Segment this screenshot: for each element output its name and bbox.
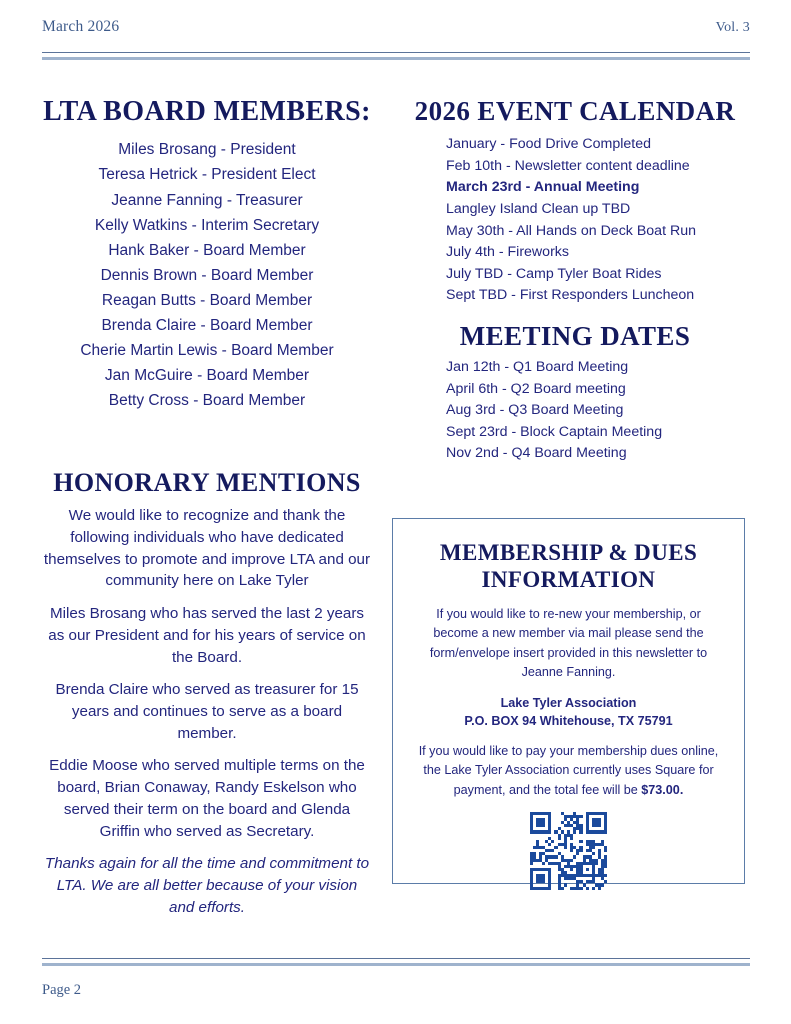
board-member-item: Betty Cross - Board Member: [108, 392, 306, 410]
event-calendar-item: January - Food Drive Completed: [446, 136, 652, 153]
board-member-item: Reagan Butts - Board Member: [101, 292, 313, 310]
event-calendar-heading: 2026 EVENT CALENDAR: [414, 96, 736, 126]
qr-code-icon[interactable]: [530, 812, 608, 890]
board-member-item: Jan McGuire - Board Member: [104, 367, 310, 385]
board-member-item: Kelly Watkins - Interim Secretary: [94, 216, 320, 234]
honorary-paragraph: Brenda Claire who served as treasurer for 15 years and continues to serve as a board member.: [55, 681, 359, 742]
page-number: Page 2: [42, 982, 82, 998]
event-calendar-item: May 30th - All Hands on Deck Boat Run: [446, 222, 696, 239]
meeting-dates-list: [400, 357, 750, 465]
meeting-date-item: April 6th - Q2 Board meeting: [446, 380, 626, 397]
membership-dues-heading: [415, 539, 722, 593]
honorary-mentions-section: [42, 468, 372, 930]
event-calendar-item: Sept TBD - First Responders Luncheon: [446, 287, 695, 304]
event-calendar-item: July TBD - Camp Tyler Boat Rides: [446, 265, 662, 282]
online-payment-copy: If you would like to pay your membership dues online, the Lake Tyler Association currently uses Square for payment, and the total fee will be: [418, 744, 719, 797]
board-members-list: [42, 137, 372, 413]
meeting-date-item: Jan 12th - Q1 Board Meeting: [446, 359, 629, 376]
organization-po-box: P.O. BOX 94 Whitehouse, TX 75791: [464, 714, 673, 729]
qr-code-container: [415, 812, 722, 890]
membership-intro-text: If you would like to re-new your membership, or become a new member via mail please send the form/envelope insert provided in this newsletter to Jeanne Fanning.: [429, 607, 708, 679]
honorary-mentions-heading: HONORARY MENTIONS: [53, 468, 361, 497]
organization-address: [415, 694, 722, 731]
board-member-item: Brenda Claire - Board Member: [101, 317, 313, 335]
board-members-heading: LTA BOARD MEMBERS:: [43, 96, 371, 127]
board-member-item: Hank Baker - Board Member: [108, 241, 306, 259]
board-members-section: [42, 96, 372, 414]
issue-date: March 2026: [42, 18, 120, 35]
honorary-paragraph: Thanks again for all the time and commitment to LTA. We are all better because of your vision and efforts.: [44, 855, 370, 916]
event-calendar-item: July 4th - Fireworks: [446, 244, 569, 261]
event-calendar-list: [400, 134, 750, 307]
meeting-dates-heading: MEETING DATES: [459, 320, 691, 351]
header-divider: [42, 52, 750, 60]
board-member-item: Teresa Hetrick - President Elect: [98, 166, 316, 184]
event-calendar-item: Feb 10th - Newsletter content deadline: [446, 157, 690, 174]
board-member-item: Jeanne Fanning - Treasurer: [111, 191, 303, 209]
dues-amount: $73.00.: [641, 782, 684, 797]
board-member-item: Cherie Martin Lewis - Board Member: [80, 342, 334, 360]
membership-dues-heading-line2: INFORMATION: [481, 567, 656, 593]
right-column: [400, 96, 750, 465]
event-calendar-item: March 23rd - Annual Meeting: [446, 179, 640, 196]
meeting-date-item: Nov 2nd - Q4 Board Meeting: [446, 445, 627, 462]
board-member-item: Dennis Brown - Board Member: [100, 266, 314, 284]
footer-divider: [42, 958, 750, 966]
membership-dues-heading-line1: MEMBERSHIP & DUES: [439, 540, 698, 565]
footer-divider-thick-line: [42, 963, 750, 966]
honorary-mentions-body: [42, 505, 372, 918]
masthead: [42, 18, 750, 36]
divider-thick-line: [42, 57, 750, 60]
membership-dues-box: [392, 518, 745, 884]
organization-name: Lake Tyler Association: [500, 695, 637, 710]
event-calendar-item: Langley Island Clean up TBD: [446, 200, 631, 217]
board-member-item: Miles Brosang - President: [118, 141, 296, 159]
meeting-date-item: Sept 23rd - Block Captain Meeting: [446, 423, 663, 440]
honorary-paragraph: We would like to recognize and thank the following individuals who have dedicated themselves to promote and improve LTA and our community here on Lake Tyler: [43, 507, 371, 590]
honorary-paragraph: Miles Brosang who has served the last 2 years as our President and for his years of service on the Board.: [48, 605, 366, 666]
honorary-paragraph: Eddie Moose who served multiple terms on the board, Brian Conaway, Randy Eskelson who served their term on the board and Glenda Griffin who served as Secretary.: [49, 757, 365, 840]
volume-label: Vol. 3: [715, 20, 750, 35]
meeting-date-item: Aug 3rd - Q3 Board Meeting: [446, 402, 624, 419]
online-payment-text: [415, 742, 722, 799]
